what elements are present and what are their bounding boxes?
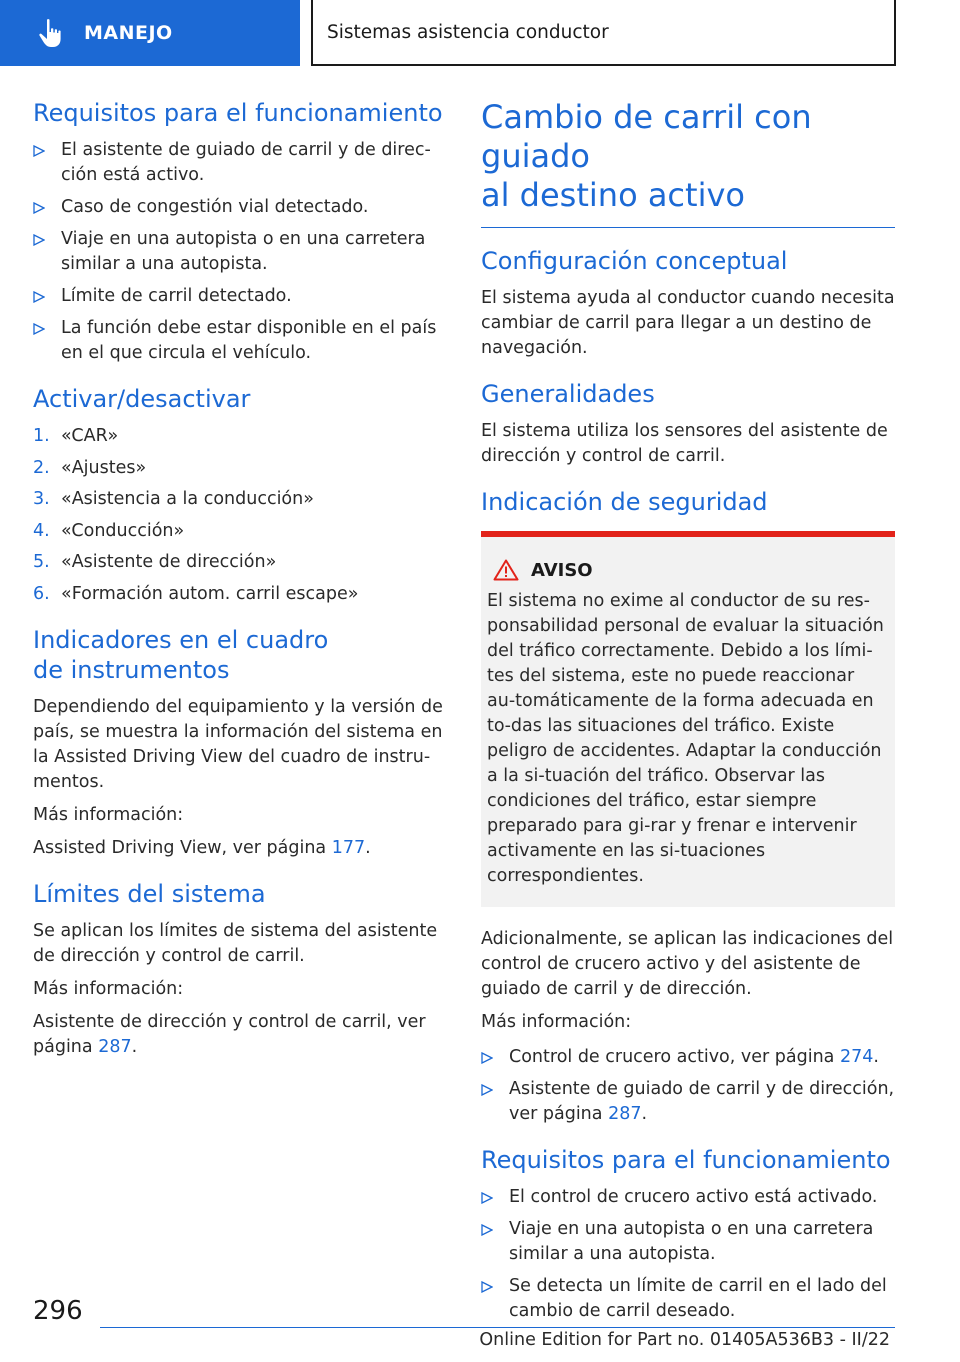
step-number: 5. [33,552,50,572]
list-item [33,487,443,512]
left-column [33,98,443,1068]
page-link[interactable]: 177 [331,837,366,858]
triangle-bullet-icon [33,202,45,214]
general-body: El sistema utiliza los sensores del asistente de dirección y control de carril. [481,421,888,466]
triangle-bullet-icon [481,1052,493,1064]
step-number: 2. [33,457,50,478]
list-item [33,550,443,575]
more-info-label: Más información: [33,804,184,825]
indicators-heading: Indicadores en el cuadro de instrumentos [33,625,329,684]
triangle-bullet-icon [481,1224,493,1236]
triangle-bullet-icon [33,234,45,246]
list-item: Viaje en una autopista o en una carretera similar a una autopista. [33,227,443,277]
indicators-body: Dependiendo del equipamiento y la versión de país, se muestra la información del sistema en la Assisted Driving View del cuadro de instru‐mentos. [33,696,443,792]
more-info-label: Más información: [33,978,184,999]
chapter-label: MANEJO [84,22,173,44]
hand-steering-icon [38,18,66,48]
page-link[interactable]: 287 [98,1036,132,1057]
list-item [33,424,443,449]
step-number: 4. [33,520,50,541]
requirements-heading: Requisitos para el funcionamiento [33,99,443,127]
chapter-tab [0,0,300,66]
list-item: Viaje en una autopista o en una carretera similar a una autopista. [481,1217,895,1267]
page-number: 296 [33,1296,83,1326]
triangle-bullet-icon [33,145,45,157]
limits-body: Se aplican los límites de sistema del asistente de dirección y control de carril. [33,920,438,966]
triangle-bullet-icon [33,291,45,303]
page-header [0,0,960,66]
list-item: El asistente de guiado de carril y de direc‐ción está activo. [33,138,443,188]
menu-path-item: «CAR» [61,426,119,446]
step-number: 1. [33,426,50,446]
warning-box [481,531,895,907]
warning-label: AVISO [531,559,593,581]
section-header-box [311,0,896,66]
menu-path-item: «Conducción» [61,520,185,541]
menu-path-item: «Ajustes» [61,457,147,478]
list-item [33,519,443,544]
limits-heading: Límites del sistema [33,879,266,908]
list-item: Asistente de guiado de carril y de dirección, ver página 287. [481,1077,895,1127]
reference-list [481,1045,895,1127]
section-title: Sistemas asistencia conductor [327,21,609,43]
right-column [481,98,895,1342]
general-heading: Generalidades [481,380,655,408]
page-footer [0,1290,960,1362]
more-info-label: Más información: [481,1012,632,1032]
list-item: El control de crucero activo está activado. [481,1185,895,1210]
activate-heading: Activar/desactivar [33,385,251,413]
safety-heading: Indicación de seguridad [481,488,768,516]
concept-heading: Configuración conceptual [481,247,788,275]
menu-path-item: «Formación autom. carril escape» [61,583,359,604]
triangle-bullet-icon [33,323,45,335]
step-number: 6. [33,583,50,604]
additional-body: Adicionalmente, se aplican las indicaciones del control de crucero activo y del asistente de guiado de carril y de dirección. [481,929,894,999]
concept-body: El sistema ayuda al conductor cuando necesita cambiar de carril para llegar a un destino de navegación. [481,288,895,358]
list-item: Se detecta un límite de carril en el lado del cambio de carril deseado. [481,1274,895,1324]
list-item: La función debe estar disponible en el país en el que circula el vehículo. [33,316,443,366]
menu-path-item: «Asistencia a la conducción» [61,489,314,509]
footer-divider [100,1327,895,1328]
chapter-title: Cambio de carril con guiado al destino activo [481,98,895,228]
triangle-bullet-icon [481,1084,493,1096]
list-item: Control de crucero activo, ver página 274. [481,1045,895,1070]
activate-steps [33,424,443,607]
page-link[interactable]: 287 [608,1104,642,1124]
warning-header [487,559,885,581]
list-item: Límite de carril detectado. [33,284,443,309]
page-link[interactable]: 274 [839,1047,874,1067]
list-item [33,456,443,481]
list-item [33,582,443,607]
cross-reference: Asistente de dirección y control de carril, ver página 287. [33,1011,426,1057]
menu-path-item: «Asistente de dirección» [61,552,277,572]
step-number: 3. [33,489,50,509]
cross-reference: Assisted Driving View, ver página 177. [33,837,371,858]
edition-note: Online Edition for Part no. 01405A536B3 - II/22 [479,1330,890,1350]
warning-text: El sistema no exime al conductor de su res‐ponsabilidad personal de evaluar la situación del tráfico correctamente. Debido a los lími‐tes del sistema, este no puede reaccionar au‐tomáticamente de la forma adecuada en to‐das las situaciones del tráfico. Existe peligro de accidentes. Adaptar la conducción a la si‐tuación del tráfico. Observar las condiciones del tráfico, estar siempre preparado para gi‐rar y frenar e intervenir activamente en las si‐tuaciones correspondientes. [487,591,884,886]
requirements-list [33,138,443,366]
warning-triangle-icon [493,559,519,581]
list-item: Caso de congestión vial detectado. [33,195,443,220]
triangle-bullet-icon [481,1192,493,1204]
requirements-heading: Requisitos para el funcionamiento [481,1146,891,1174]
